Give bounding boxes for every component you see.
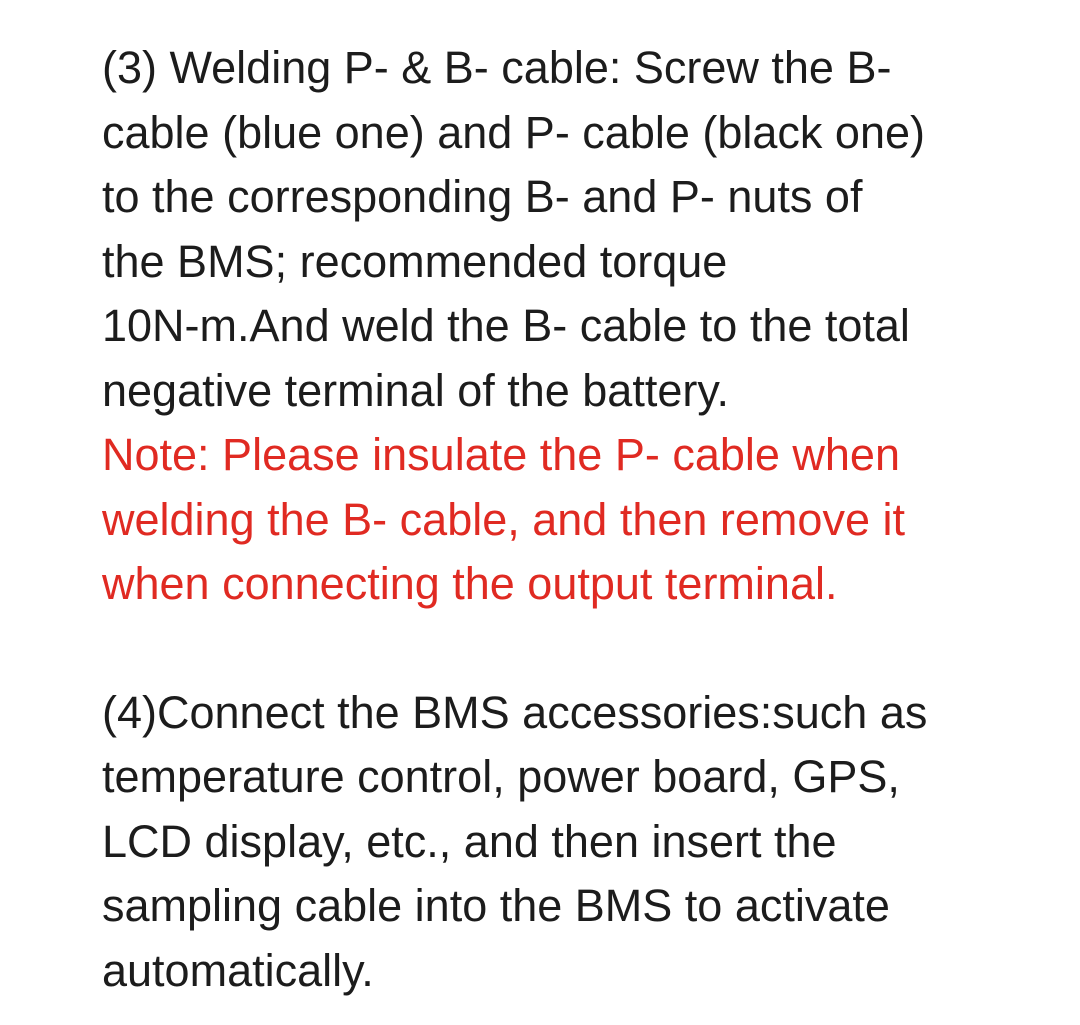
- step-3-note: [102, 423, 1042, 617]
- note-line: Note: Please insulate the P- cable when: [102, 429, 900, 480]
- step-3-line: the BMS; recommended torque: [102, 235, 728, 287]
- step-4-line: sampling cable into the BMS to activate: [102, 880, 890, 931]
- section-divider-space: [102, 617, 1042, 681]
- instruction-document: [102, 36, 1042, 1003]
- step-3-section: [102, 36, 1042, 617]
- step-3-line: (3) Welding P- & B- cable: Screw the B-: [102, 42, 892, 93]
- step-4-line: automatically.: [102, 944, 374, 996]
- step-3-line: 10N-m.And weld the B- cable to the total: [102, 300, 910, 351]
- step-3-line: to the corresponding B- and P- nuts of: [102, 171, 863, 222]
- note-line: when connecting the output terminal.: [102, 558, 838, 609]
- note-line: welding the B- cable, and then remove it: [102, 493, 905, 545]
- step-4-line: temperature control, power board, GPS,: [102, 751, 900, 802]
- step-3-line: cable (blue one) and P- cable (black one): [102, 106, 925, 158]
- step-4-line: LCD display, etc., and then insert the: [102, 815, 837, 867]
- step-3-line: negative terminal of the battery.: [102, 364, 730, 416]
- step-4-line: (4)Connect the BMS accessories:such as: [102, 686, 928, 738]
- step-4-section: [102, 681, 1042, 1004]
